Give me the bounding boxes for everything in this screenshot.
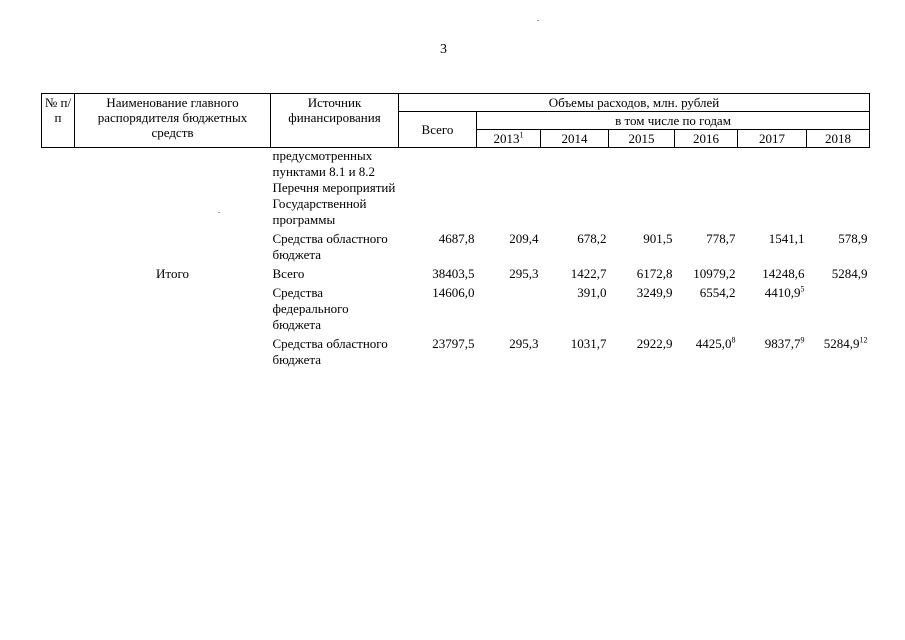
row-year-value-cell [807,282,870,333]
table-row [42,282,870,333]
row-source-cell: Всего [272,266,305,281]
row-year-value-cell [477,282,541,333]
row-year-value-cell: 4425,0$^8$ [695,335,736,351]
row-year-value-cell [675,148,738,229]
row-year-value-cell: 6172,8 [636,266,673,281]
row-year-value-cell: 3249,9 [636,285,673,300]
row-total-cell [399,148,477,229]
col-header-year: 2017 [738,130,807,148]
footnote-marker: 9 [800,335,805,345]
page-number: 3 [440,42,447,57]
row-year-value-cell: 901,5 [643,231,673,246]
col-header-total: Всего [399,112,477,148]
scan-speck [537,20,539,21]
row-total-cell: 38403,5 [432,266,475,281]
col-header-year: 2018 [807,130,870,148]
row-year-value-cell: 1422,7 [570,266,607,281]
row-total-cell: 4687,8 [438,231,475,246]
row-year-value-cell [477,148,541,229]
table-row [42,333,870,368]
row-year-value-cell [609,148,675,229]
row-year-value-cell: 5284,9$^{12}$ [823,335,868,351]
col-header-name: Наименование главного распорядителя бюджетных средств [75,94,271,148]
row-total-cell: 14606,0 [432,285,475,300]
row-year-value-cell: 295,3 [509,266,539,281]
row-number-cell [42,282,75,333]
row-year-value-cell: 14248,6 [762,266,805,281]
row-year-value-cell [541,148,609,229]
row-source-cell: предусмотренных пунктами 8.1 и 8.2 Перечня мероприятий Государственной программы [272,148,396,227]
row-year-value-cell: 295,3 [509,336,539,351]
table-row [42,148,870,229]
row-source-cell: Средства федерального бюджета [272,285,349,332]
row-source-cell: Средства областного бюджета [272,336,388,367]
budget-table [41,93,870,368]
row-total-cell: 23797,5 [432,336,475,351]
col-header-year: 2013$^1$ [477,130,541,148]
row-year-value-cell: 1031,7 [570,336,607,351]
col-header-year: 2016 [675,130,738,148]
row-year-value-cell [807,148,870,229]
col-header-volumes: Объемы расходов, млн. рублей [399,94,870,112]
header-row-1 [42,94,870,112]
row-year-value-cell: 6554,2 [699,285,736,300]
row-year-value-cell: 578,9 [838,231,868,246]
row-source-cell: Средства областного бюджета [272,231,388,262]
row-number-cell [42,333,75,368]
col-header-number: № п/п [42,94,75,148]
row-number-cell [42,228,75,263]
row-year-value-cell: 209,4 [509,231,539,246]
row-year-value-cell: 4410,9$^5$ [764,284,805,300]
table-row [42,263,870,282]
row-year-value-cell: 391,0 [577,285,607,300]
footnote-marker: 5 [800,284,805,294]
col-header-source: Источник финансирования [271,94,399,148]
footnote-marker: 8 [731,335,736,345]
row-year-value-cell: 2922,9 [636,336,673,351]
col-header-year: 2015 [609,130,675,148]
row-year-value-cell: 1541,1 [768,231,805,246]
row-name-cell: Итого [156,266,189,281]
col-header-by-years: в том числе по годам [477,112,870,130]
row-year-value-cell: 10979,2 [693,266,736,281]
row-year-value-cell: 9837,7$^9$ [764,335,805,351]
row-name-cell [75,333,271,368]
row-year-value-cell: 5284,9 [831,266,868,281]
table-body [42,148,870,369]
row-name-cell [75,282,271,333]
row-name-cell [75,228,271,263]
row-name-cell [75,148,271,229]
row-year-value-cell: 678,2 [577,231,607,246]
col-header-year: 2014 [541,130,609,148]
row-year-value-cell [738,148,807,229]
table-row [42,228,870,263]
row-number-cell [42,263,75,282]
row-year-value-cell: 778,7 [706,231,736,246]
row-number-cell [42,148,75,229]
footnote-marker: 12 [859,335,868,345]
footnote-marker: 1 [519,130,524,140]
